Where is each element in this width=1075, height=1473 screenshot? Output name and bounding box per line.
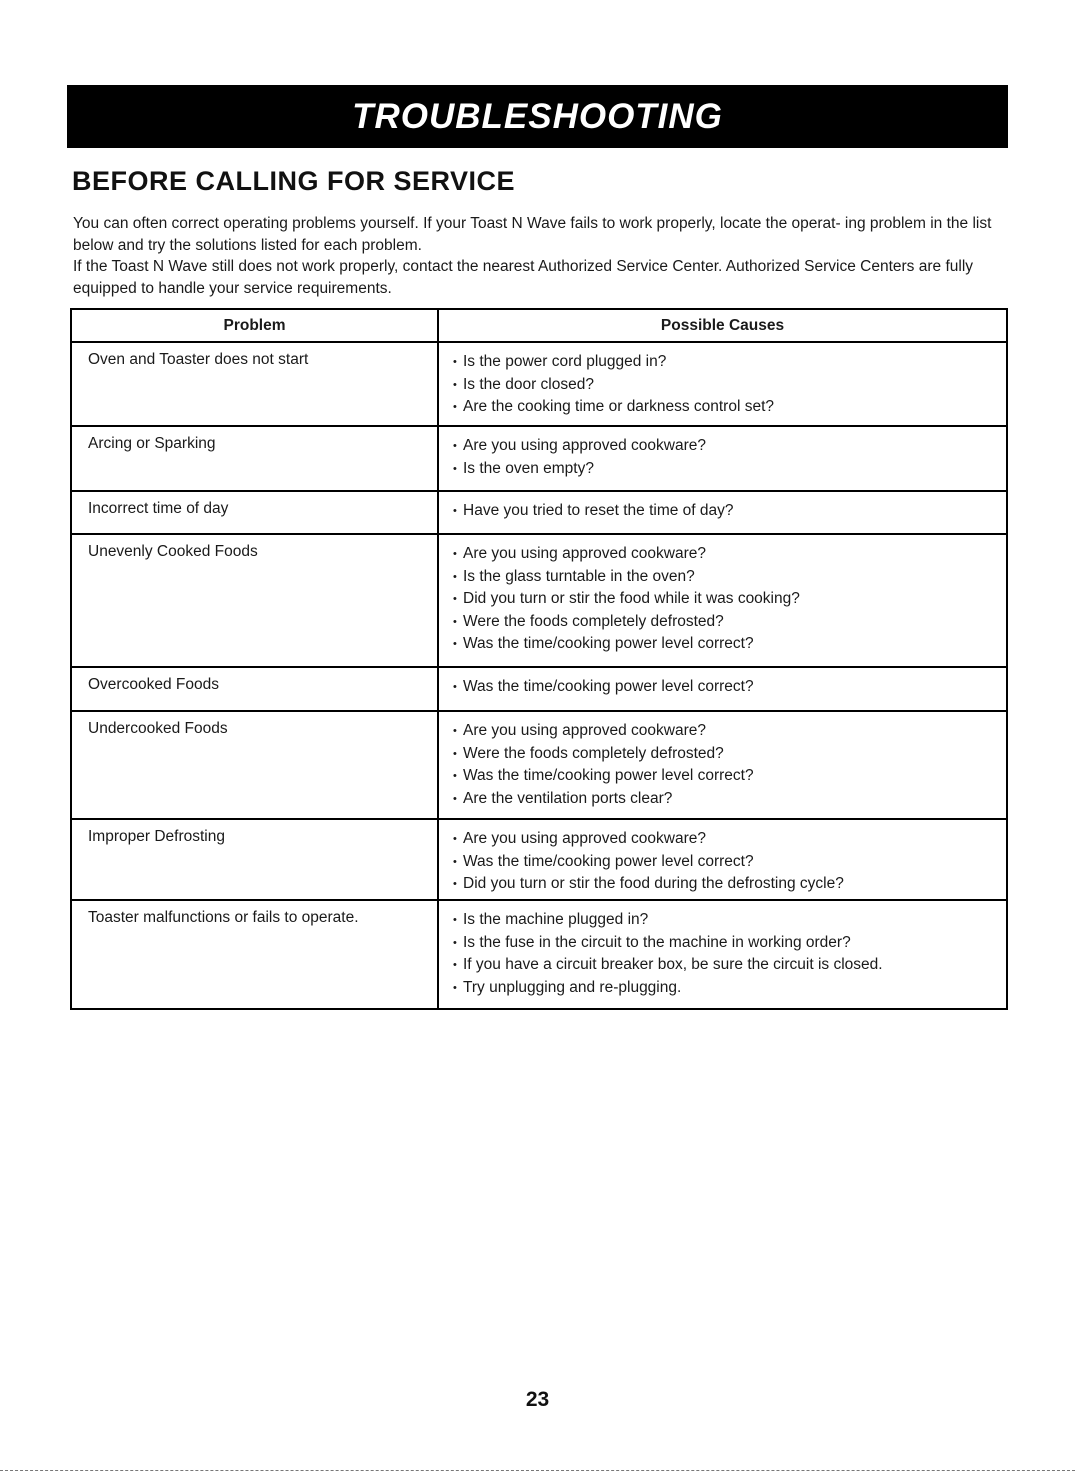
table-header-row — [71, 309, 1007, 342]
cause-list — [453, 543, 998, 656]
cause-item: • Are you using approved cookware? — [453, 828, 998, 851]
cause-item: • Are you using approved cookware? — [453, 543, 998, 566]
table-row — [71, 711, 1007, 819]
causes-cell — [438, 534, 1007, 667]
intro-paragraph-2: If the Toast N Wave still does not work properly, contact the nearest Authorized Service Center. Authorized Service Centers are fully equipped to handle your service requirements. — [73, 258, 974, 297]
problem-cell: Undercooked Foods — [71, 711, 438, 819]
cause-item: • Are you using approved cookware? — [453, 435, 998, 458]
cause-item: • Try unplugging and re-plugging. — [453, 977, 998, 1000]
cause-item: • Is the fuse in the circuit to the machine in working order? — [453, 932, 998, 955]
problem-cell: Overcooked Foods — [71, 667, 438, 711]
table-row — [71, 667, 1007, 711]
cause-item: • Is the door closed? — [453, 374, 998, 397]
cause-item: • Is the glass turntable in the oven? — [453, 566, 998, 589]
section-heading: BEFORE CALLING FOR SERVICE — [72, 166, 516, 196]
cause-item: • Did you turn or stir the food during the defrosting cycle? — [453, 873, 998, 896]
cause-item: • Are the ventilation ports clear? — [453, 788, 998, 811]
causes-cell — [438, 900, 1007, 1009]
table-row — [71, 342, 1007, 426]
cause-item: • Were the foods completely defrosted? — [453, 611, 998, 634]
causes-cell — [438, 426, 1007, 491]
problem-cell: Unevenly Cooked Foods — [71, 534, 438, 667]
table-row — [71, 900, 1007, 1009]
intro-paragraph-1: You can often correct operating problems yourself. If your Toast N Wave fails to work properly, locate the operat- ing problem in the list below and try the solutions listed for each problem. — [73, 215, 992, 254]
cause-item: • Was the time/cooking power level correct? — [453, 676, 998, 699]
cause-item: • Was the time/cooking power level correct? — [453, 851, 998, 874]
problem-cell: Arcing or Sparking — [71, 426, 438, 491]
cause-item: • If you have a circuit breaker box, be sure the circuit is closed. — [453, 954, 998, 977]
cause-item: • Are the cooking time or darkness control set? — [453, 396, 998, 419]
causes-cell — [438, 711, 1007, 819]
causes-column-header: Possible Causes — [438, 309, 1007, 342]
title-banner — [67, 85, 1008, 148]
cause-list — [453, 351, 998, 419]
cause-item: • Is the oven empty? — [453, 458, 998, 481]
problem-cell: Improper Defrosting — [71, 819, 438, 900]
cause-item: • Was the time/cooking power level correct? — [453, 765, 998, 788]
problem-cell: Toaster malfunctions or fails to operate. — [71, 900, 438, 1009]
table-row — [71, 491, 1007, 534]
cause-item: • Did you turn or stir the food while it was cooking? — [453, 588, 998, 611]
table-row — [71, 426, 1007, 491]
page-title: TROUBLESHOOTING — [352, 96, 723, 136]
page-number: 23 — [525, 1388, 550, 1411]
cause-item: • Is the machine plugged in? — [453, 909, 998, 932]
causes-cell — [438, 819, 1007, 900]
cause-item: • Have you tried to reset the time of day? — [453, 500, 998, 523]
troubleshooting-table — [70, 308, 1008, 1010]
causes-cell — [438, 667, 1007, 711]
footer-divider — [0, 1470, 1075, 1471]
cause-item: • Is the power cord plugged in? — [453, 351, 998, 374]
intro-text — [73, 213, 993, 299]
cause-list — [453, 720, 998, 810]
causes-cell — [438, 342, 1007, 426]
cause-list — [453, 828, 998, 896]
cause-item: • Were the foods completely defrosted? — [453, 743, 998, 766]
problem-cell: Oven and Toaster does not start — [71, 342, 438, 426]
cause-item: • Was the time/cooking power level correct? — [453, 633, 998, 656]
cause-list — [453, 676, 998, 699]
table-row — [71, 819, 1007, 900]
causes-cell — [438, 491, 1007, 534]
problem-column-header: Problem — [71, 309, 438, 342]
cause-list — [453, 500, 998, 523]
cause-list — [453, 909, 998, 999]
cause-item: • Are you using approved cookware? — [453, 720, 998, 743]
table-row — [71, 534, 1007, 667]
cause-list — [453, 435, 998, 480]
problem-cell: Incorrect time of day — [71, 491, 438, 534]
